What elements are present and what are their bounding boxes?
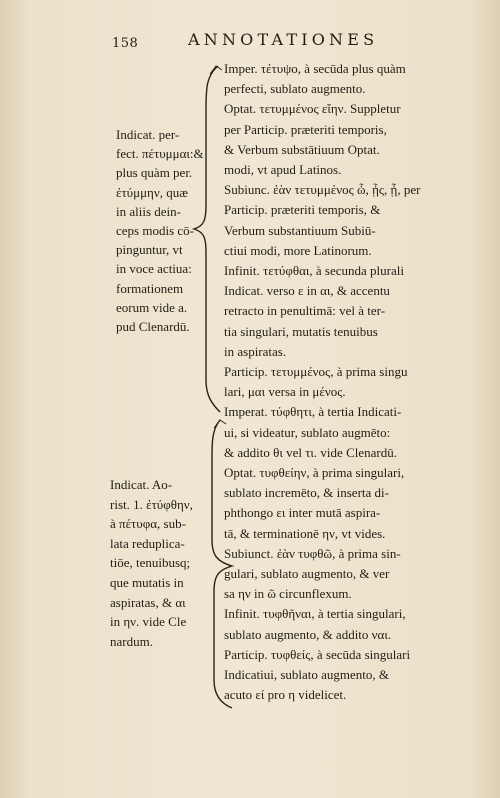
entry-line: in aspiratas. [224, 343, 287, 359]
page-number: 158 [112, 36, 139, 51]
note-line: in ην. vide Cle [110, 614, 187, 630]
note-line: in voce actiua: [116, 261, 192, 277]
entry-line: acuto εί pro η videlicet. [224, 687, 347, 703]
entry-line: Subiunc. ἐὰν τετυμμένος ὦ, ᾖς, ᾖ, per [224, 182, 421, 198]
entry-line: Imperat. τύφθητι, à tertia Indicati- [224, 404, 402, 420]
note-line: fect. πέτυμμαι:& [116, 146, 204, 162]
note-line: lata reduplica- [110, 535, 185, 551]
entry-line: per Particip. præteriti temporis, [224, 121, 387, 137]
note-line: ἐτύμμην, quæ [116, 184, 188, 200]
left-note-aorist [110, 478, 220, 668]
entry-line: retracto in penultimā: vel à ter- [224, 303, 386, 319]
running-title: ANNOTATIONES [188, 30, 379, 49]
note-line: nardum. [110, 633, 153, 649]
entry-line: sa ην in ῶ circunflexum. [224, 586, 352, 602]
entry-line: sublato augmento, & addito ναι. [224, 626, 392, 642]
entry-line: & Verbum substātiuum Optat. [224, 141, 380, 157]
note-line: formationem [116, 280, 184, 296]
entry-line: Subiunct. ἐὰν τυφθῶ, à prima sin- [224, 545, 401, 561]
note-line: eorum vide a. [116, 299, 188, 315]
note-line: tiōe, tenuibusq; [110, 555, 191, 571]
right-entries [224, 62, 494, 722]
entry-line: Imper. τέτυψο, à secūda plus quàm [224, 61, 406, 76]
entry-line: phthongo ει inter mutā aspira- [224, 505, 381, 521]
entry-line: modi, vt apud Latinos. [224, 162, 342, 177]
note-line: que mutatis in [110, 575, 184, 590]
note-line: aspiratas, & αι [110, 594, 186, 610]
left-note-perfect [116, 128, 226, 338]
entry-line: Indicatiui, sublato augmento, & [224, 667, 389, 682]
entry-line: Particip. τετυμμένος, à prima singu [224, 364, 408, 379]
entry-line: gulari, sublato augmento, & ver [224, 566, 390, 581]
entry-line: Verbum substantiuum Subiū- [224, 222, 376, 238]
entry-line: ctiui modi, more Latinorum. [224, 242, 372, 258]
note-line: rist. 1. ἐτύφθην, [110, 496, 193, 512]
entry-line: perfecti, sublato augmento. [224, 81, 366, 97]
note-line: pud Clenardū. [116, 319, 190, 334]
entry-line: Particip. τυφθείς, à secūda singulari [224, 646, 411, 662]
note-line: plus quàm per. [116, 165, 193, 181]
entry-line: lari, μαι versa in μένος. [224, 384, 346, 400]
note-line: Indicat. per- [116, 127, 180, 142]
entry-line: ui, si videatur, sublato augmēto: [224, 424, 391, 440]
entry-line: Optat. τυφθείην, à prima singulari, [224, 465, 405, 480]
note-line: Indicat. Ao- [110, 477, 173, 492]
entry-line: tā, & terminationē ην, vt vides. [224, 525, 386, 541]
note-line: ceps modis cō- [116, 223, 194, 238]
note-line: à πέτυφα, sub- [110, 516, 186, 532]
entry-line: Infinit. τυφθῆναι, à tertia singulari, [224, 606, 406, 622]
entry-line: Infinit. τετύφθαι, à secunda plurali [224, 263, 404, 278]
entry-line: Optat. τετυμμένος εἴην. Suppletur [224, 101, 401, 117]
entry-line: sublato incremēto, & inserta di- [224, 485, 389, 501]
entry-line: Indicat. verso ε in αι, & accentu [224, 283, 390, 299]
entry-line: tia singulari, mutatis tenuibus [224, 323, 378, 339]
note-line: pinguntur, vt [116, 242, 183, 258]
entry-line: & addito θι vel τι. vide Clenardū. [224, 444, 397, 460]
note-line: in aliis dein- [116, 203, 181, 219]
entry-line: Particip. præteriti temporis, & [224, 202, 381, 218]
